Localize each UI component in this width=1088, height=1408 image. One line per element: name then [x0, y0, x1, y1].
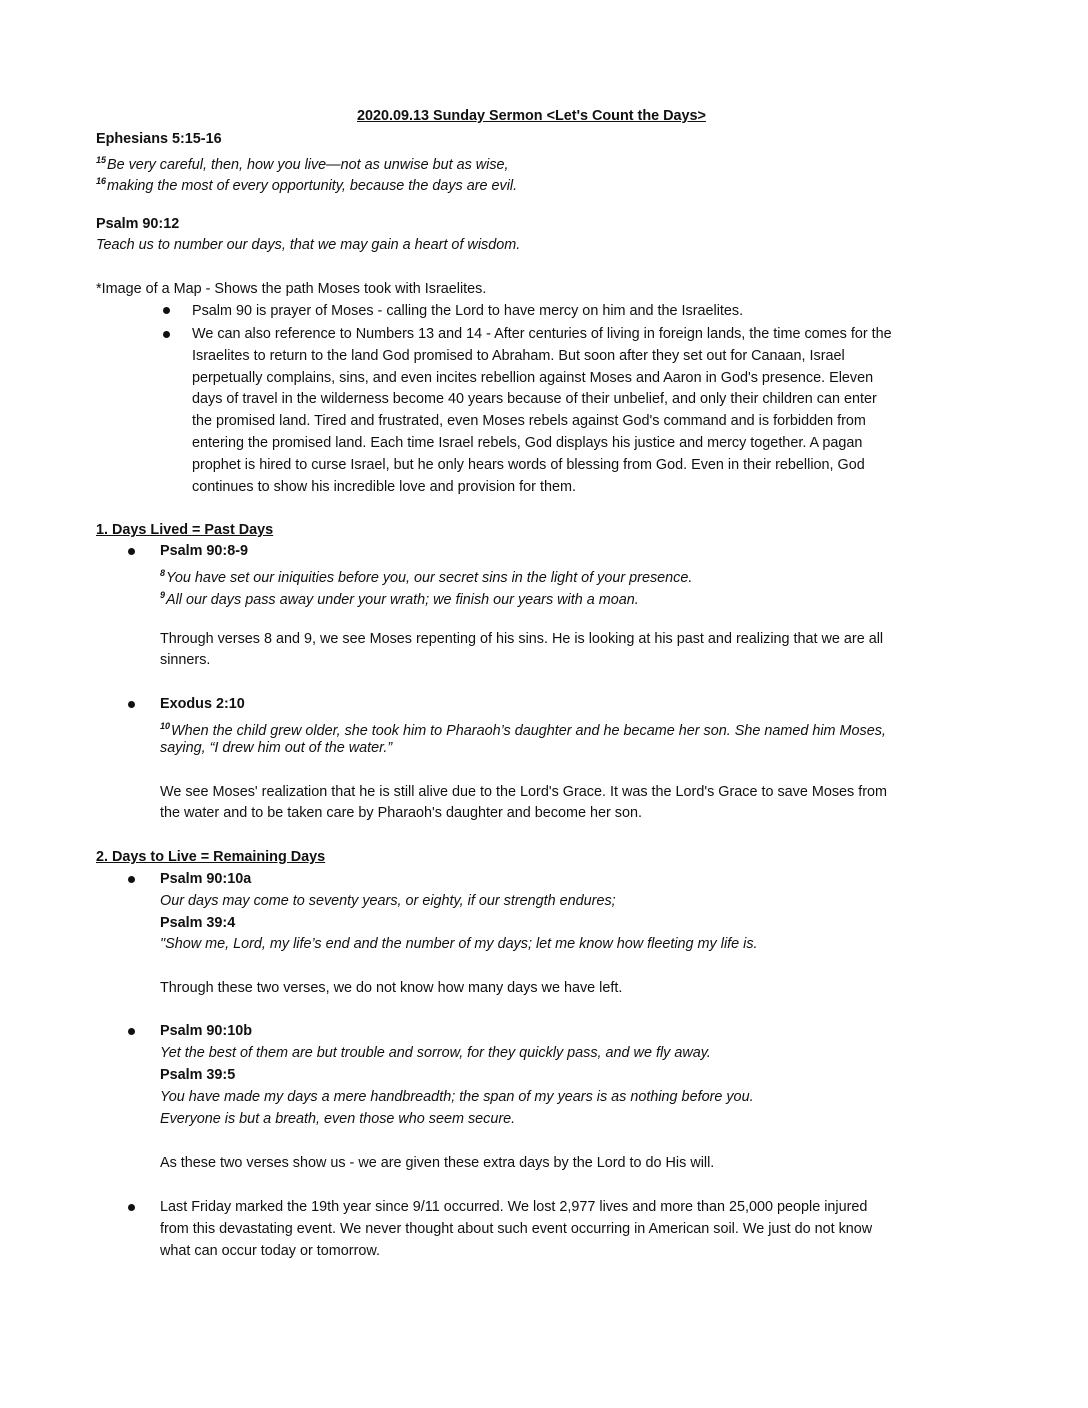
- sermon-title: 2020.09.13 Sunday Sermon <Let's Count the Days>: [357, 108, 706, 124]
- psalm-90-8-9-note-line: Through verses 8 and 9, we see Moses repenting of his sins. He is looking at his past and realizing that we are all: [160, 631, 884, 647]
- map-note: *Image of a Map - Shows the path Moses took with Israelites.: [96, 281, 487, 297]
- verse-number: 16: [96, 176, 107, 186]
- psalm-90-10b-text: Yet the best of them are but trouble and sorrow, for they quickly pass, and we fly away.: [160, 1045, 711, 1061]
- psalm-90-12-text: Teach us to number our days, that we may gain a heart of wisdom.: [96, 237, 521, 253]
- intro-bullet-2-line: perpetually complains, sins, and even incites rebellion against Moses and Aaron in God's presence. Eleven: [192, 370, 874, 386]
- extra-days-note: As these two verses show us - we are given these extra days by the Lord to do His will.: [160, 1155, 715, 1171]
- verse-text: Be very careful, then, how you live—not as unwise but as wise,: [107, 157, 509, 173]
- ephesians-reference: Ephesians 5:15-16: [96, 131, 222, 147]
- september-11-note-line: from this devastating event. We never thought about such event occurring in American soil. We just do not know: [160, 1221, 873, 1237]
- verse-text: making the most of every opportunity, because the days are evil.: [107, 178, 518, 194]
- section-2-heading: 2. Days to Live = Remaining Days: [96, 849, 326, 865]
- section-1-heading: 1. Days Lived = Past Days: [96, 522, 274, 538]
- bullet-icon: [128, 1028, 135, 1035]
- psalm-90-10a-reference: Psalm 90:10a: [160, 871, 252, 887]
- psalm-39-4-reference: Psalm 39:4: [160, 915, 236, 931]
- bullet-icon: [128, 548, 135, 555]
- psalm-90-9-text: [160, 585, 639, 610]
- bullet-icon: [128, 701, 135, 708]
- bullet-icon: [163, 331, 170, 338]
- psalm-39-5-text-line: Everyone is but a breath, even those who seem secure.: [160, 1111, 516, 1127]
- intro-bullet-2-line: the promised land. Tired and frustrated, even Moses rebels against God's command and is forbidden from: [192, 413, 866, 429]
- intro-bullet-2-line: We can also reference to Numbers 13 and 14 - After centuries of living in foreign lands, the time comes for the: [192, 326, 892, 342]
- psalm-90-12-reference: Psalm 90:12: [96, 216, 180, 232]
- exodus-note-line: the water and to be taken care by Pharaoh's daughter and become her son.: [160, 805, 642, 821]
- psalm-39-5-text-line: You have made my days a mere handbreadth; the span of my years is as nothing before you.: [160, 1089, 754, 1105]
- bullet-icon: [128, 876, 135, 883]
- intro-bullet-2-line: prophet is hired to curse Israel, but he only hears words of blessing from God. Even in their rebellion, God: [192, 457, 865, 473]
- september-11-note-line: what can occur today or tomorrow.: [160, 1243, 380, 1259]
- intro-bullet-2-line: days of travel in the wilderness become 40 years because of their unbelief, and only their children can enter: [192, 391, 877, 407]
- ephesians-verse-16: [96, 171, 517, 196]
- bullet-icon: [163, 307, 170, 314]
- exodus-2-10-reference: Exodus 2:10: [160, 696, 245, 712]
- psalm-39-5-reference: Psalm 39:5: [160, 1067, 236, 1083]
- exodus-2-10-text-line: saying, “I drew him out of the water.”: [160, 740, 393, 756]
- verse-text: You have set our iniquities before you, our secret sins in the light of your presence.: [166, 570, 693, 586]
- psalm-90-10b-reference: Psalm 90:10b: [160, 1023, 252, 1039]
- intro-bullet-2-line: continues to show his incredible love and provision for them.: [192, 479, 576, 495]
- psalm-90-10a-text: Our days may come to seventy years, or eighty, if our strength endures;: [160, 893, 616, 909]
- verse-number: 15: [96, 155, 107, 165]
- intro-bullet-1: Psalm 90 is prayer of Moses - calling the Lord to have mercy on him and the Israelites.: [192, 303, 744, 319]
- exodus-note-line: We see Moses' realization that he is still alive due to the Lord's Grace. It was the Lord's Grace to save Moses from: [160, 784, 888, 800]
- intro-bullet-2-line: entering the promised land. Each time Israel rebels, God displays his justice and mercy together. A pagan: [192, 435, 863, 451]
- verse-number: 10: [160, 721, 171, 731]
- verse-text: All our days pass away under your wrath; we finish our years with a moan.: [166, 592, 639, 608]
- bullet-icon: [128, 1204, 135, 1211]
- psalm-90-8-9-note-line: sinners.: [160, 652, 211, 668]
- remaining-days-note: Through these two verses, we do not know how many days we have left.: [160, 980, 623, 996]
- verse-text: When the child grew older, she took him to Pharaoh’s daughter and he became her son. She named him Moses,: [171, 723, 886, 739]
- september-11-note-line: Last Friday marked the 19th year since 9/11 occurred. We lost 2,977 lives and more than 25,000 people injured: [160, 1199, 868, 1215]
- psalm-90-8-9-reference: Psalm 90:8-9: [160, 543, 248, 559]
- verse-number: 8: [160, 568, 166, 578]
- verse-number: 9: [160, 590, 166, 600]
- intro-bullet-2-line: Israelites to return to the land God promised to Abraham. But soon after they set out for Canaan, Israel: [192, 348, 845, 364]
- psalm-39-4-text: "Show me, Lord, my life’s end and the number of my days; let me know how fleeting my life is.: [160, 936, 758, 952]
